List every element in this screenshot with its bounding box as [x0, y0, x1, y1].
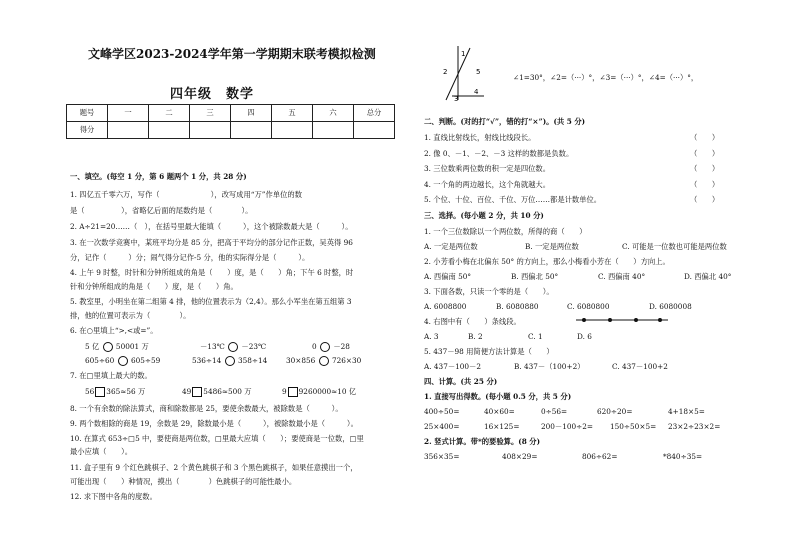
score-cell[interactable] — [190, 122, 231, 139]
question-5-cont: 排，他的位置可表示为（ ）。 — [70, 311, 191, 320]
question-4-cont: 针和分钟所组成的角是（ ）度，是（ ）角。 — [70, 282, 238, 291]
angle-label-4: 4 — [474, 88, 479, 96]
choice-q4-opt-b[interactable]: B. 2 — [468, 332, 483, 341]
judge-blank-3[interactable]: （ ） — [690, 164, 720, 173]
choice-q4-opt-a[interactable]: A. 3 — [424, 332, 439, 341]
calc-item: 4+18×5= — [668, 407, 705, 416]
compare-row-2b — [192, 356, 267, 366]
choice-q1-opt-c[interactable]: C. 可能是一位数也可能是两位数 — [622, 242, 727, 251]
table-cell: 五 — [272, 105, 313, 122]
choice-q1-opt-a[interactable]: A. 一定是两位数 — [424, 242, 478, 251]
fill-box-row-a — [85, 387, 145, 397]
calc-part-2-heading: 2. 竖式计算。带*的要验算。(8 分) — [424, 437, 541, 446]
score-cell[interactable] — [354, 122, 395, 139]
angle-label-5: 5 — [476, 68, 481, 76]
choice-q5-opt-c[interactable]: C. 437－100+2 — [612, 362, 668, 371]
compare-value: 5 亿 — [85, 342, 100, 351]
question-1-cont: 是（ ），省略亿后面的尾数约是（ ）。 — [70, 206, 253, 215]
score-cell[interactable] — [149, 122, 190, 139]
question-10-cont: 最小应填（ ）。 — [70, 447, 133, 456]
table-cell: 四 — [231, 105, 272, 122]
question-7: 7. 在□里填上最大的数。 — [70, 371, 152, 380]
choice-q4-opt-c[interactable]: C. 1 — [528, 332, 543, 341]
compare-value: 605÷59 — [130, 356, 161, 365]
choice-q5: 5. 437－98 用简便方法计算是（ ） — [424, 347, 554, 356]
question-12: 12. 求下图中各角的度数。 — [70, 492, 157, 501]
choice-q3-opt-a[interactable]: A. 6008800 — [424, 302, 467, 311]
score-cell[interactable] — [108, 122, 149, 139]
score-cell[interactable] — [313, 122, 354, 139]
exam-title: 文峰学区2023-2024学年第一学期期末联考模拟检测 — [88, 47, 376, 61]
fill-suffix: 9260000≈10 亿 — [298, 387, 357, 396]
question-9: 9. 两个数相除的商是 19，余数是 29，除数最小是（ ），被除数最小是（ ）。 — [70, 419, 358, 428]
compare-row-1 — [85, 342, 149, 352]
compare-value: 358÷14 — [237, 356, 268, 365]
table-cell: 总分 — [354, 105, 395, 122]
calc-item: 16×125= — [484, 422, 520, 431]
calc-item: 40×60= — [484, 407, 515, 416]
question-10: 10. 在算式 653÷□5 中，要使商是两位数，□里最大应填（ ）；要使商是一位数，□里 — [70, 434, 364, 443]
compare-value: 726×30 — [331, 356, 362, 365]
segment-point — [634, 318, 638, 322]
compare-circle[interactable] — [319, 356, 329, 366]
fill-prefix: 9 — [282, 387, 287, 396]
judge-blank-1[interactable]: （ ） — [690, 133, 720, 142]
compare-value: －23℃ — [241, 342, 267, 351]
question-11-cont: 可能出现（ ）种情况，摸出（ ）色跳棋子的可能性最小。 — [70, 477, 297, 486]
vertical-calc-item: 806÷62= — [582, 452, 618, 461]
segment-line-figure — [574, 315, 670, 325]
vertical-calc-item: 408×29= — [502, 452, 538, 461]
fill-box-row-b — [182, 387, 252, 397]
segment-point — [582, 318, 586, 322]
fill-box[interactable] — [192, 387, 202, 397]
judge-blank-4[interactable]: （ ） — [690, 180, 720, 189]
table-cell: 一 — [108, 105, 149, 122]
judge-blank-5[interactable]: （ ） — [690, 195, 720, 204]
compare-row-1c — [312, 342, 350, 352]
compare-value: 30×856 — [286, 356, 316, 365]
fill-box[interactable] — [288, 387, 298, 397]
question-3-cont: 分，记作（ ）分；闹气得分记作-5 分，他的实际得分是（ ）。 — [70, 253, 310, 262]
table-cell: 二 — [149, 105, 190, 122]
choice-q2-opt-c[interactable]: C. 西偏南 40° — [598, 272, 646, 281]
choice-q4-opt-d[interactable]: D. 6 — [577, 332, 592, 341]
calc-item: 25×400= — [424, 422, 460, 431]
score-table-header-row — [67, 105, 395, 122]
compare-value: －13℃ — [200, 342, 225, 351]
judge-item-2: 2. 像 0、－1、－2、－3 这样的数都是负数。 — [424, 149, 574, 158]
compare-circle[interactable] — [103, 342, 113, 352]
vertical-calc-item: 356×35= — [424, 452, 460, 461]
calc-part-1-heading: 1. 直接写出得数。(每小题 0.5 分，共 5 分) — [424, 392, 572, 401]
compare-circle[interactable] — [320, 342, 330, 352]
choice-q5-opt-a[interactable]: A. 437－100－2 — [424, 362, 481, 371]
choice-q4: 4. 右图中有（ ）条线段。 — [424, 317, 521, 326]
table-cell: 得分 — [67, 122, 108, 139]
fill-prefix: 56 — [85, 387, 95, 396]
question-3: 3. 在一次数学竞赛中，某班平均分是 85 分，把高于平均分的部分记作正数，吴英得 96 — [70, 238, 353, 247]
segment-point — [658, 318, 662, 322]
judge-blank-2[interactable]: （ ） — [690, 149, 720, 158]
question-5: 5. 教室里，小明坐在第二组第 4 排，他的位置表示为（2,4）。那么小军坐在第五组第 3 — [70, 297, 352, 306]
angle-label-2: 2 — [443, 68, 448, 76]
judge-item-1: 1. 直线比射线长，射线比线段长。 — [424, 133, 536, 142]
question-1: 1. 四亿五千零六万，写作（ ），改写成用“万”作单位的数 — [70, 190, 302, 199]
calc-item: 200－100÷2= — [541, 422, 594, 431]
compare-value: 50001 万 — [115, 342, 149, 351]
calc-item: 620÷20= — [597, 407, 633, 416]
angle-label-1: 1 — [461, 50, 466, 58]
table-cell: 三 — [190, 105, 231, 122]
table-cell: 题号 — [67, 105, 108, 122]
calc-item: 400÷50= — [424, 407, 460, 416]
section-4-heading: 四、计算。(共 25 分) — [424, 377, 498, 386]
fill-box-row-c — [282, 387, 356, 397]
compare-circle[interactable] — [228, 342, 238, 352]
section-3-heading: 三、选择。(每小题 2 分，共 10 分) — [424, 211, 544, 220]
choice-q2-opt-a[interactable]: A. 西偏南 50° — [424, 272, 472, 281]
angle-figure — [440, 44, 486, 102]
question-6: 6. 在○里填上“>,<或=”。 — [70, 326, 158, 335]
question-4: 4. 上午 9 时整，时针和分钟所组成的角是（ ）度，是（ ）角；下午 6 时整，时 — [70, 268, 354, 277]
compare-circle[interactable] — [118, 356, 128, 366]
score-cell[interactable] — [231, 122, 272, 139]
vertical-calc-item: *840÷35= — [663, 452, 703, 461]
compare-row-2c — [286, 356, 361, 366]
judge-item-5: 5. 个位、十位、百位、千位、万位……都是计数单位。 — [424, 195, 602, 204]
fill-suffix: 365≈56 万 — [106, 387, 146, 396]
choice-q2-opt-d[interactable]: D. 西偏北 40° — [684, 272, 732, 281]
table-cell: 六 — [313, 105, 354, 122]
calc-item: 150÷50×5= — [610, 422, 657, 431]
choice-q3-opt-b[interactable]: B. 6080880 — [496, 302, 539, 311]
judge-item-4: 4. 一个角的两边越长，这个角就越大。 — [424, 180, 551, 189]
subject-title: 四年级 数学 — [170, 87, 255, 102]
question-8: 8. 一个有余数的除法算式，商和除数都是 25，要使余数最大，被除数是（ ）。 — [70, 404, 343, 413]
angle-question: ∠1=30°，∠2=（···）°，∠3=（···）°，∠4=（···）°， — [513, 73, 699, 82]
choice-q1: 1. 一个三位数除以一个两位数，所得的商（ ） — [424, 227, 587, 236]
choice-q1-opt-b[interactable]: B. 一定是两位数 — [525, 242, 579, 251]
judge-item-3: 3. 三位数乘两位数的积一定是四位数。 — [424, 164, 551, 173]
score-cell[interactable] — [272, 122, 313, 139]
choice-q2-opt-b[interactable]: B. 西偏北 50° — [511, 272, 559, 281]
choice-q5-opt-b[interactable]: B. 437－（100+2） — [514, 362, 585, 371]
score-table-score-row — [67, 122, 395, 139]
fill-suffix: 5486≈500 万 — [203, 387, 252, 396]
segment-point — [608, 318, 612, 322]
angle-label-3: 3 — [454, 95, 459, 102]
section-1-heading: 一、填空。(每空 1 分，第 6 题两个 1 分，共 28 分) — [70, 172, 247, 181]
choice-q2: 2. 小芳看小梅在北偏东 50° 的方向上，那么小梅看小芳在（ ）方向上。 — [424, 257, 670, 266]
compare-value: 0 — [312, 342, 317, 351]
section-2-heading: 二、判断。(对的打“√”，错的打“×”)。(共 5 分) — [424, 117, 586, 126]
compare-row-2 — [85, 356, 160, 366]
calc-item: 23×2÷23×2= — [668, 422, 721, 431]
question-11: 11. 盒子里有 9 个红色跳棋子、2 个黄色跳棋子和 3 个黑色跳棋子，如果任意摸出一个， — [70, 463, 358, 472]
question-2: 2. A÷21=20……（ ），在括号里最大能填（ ），这个被除数最大是（ ）。 — [70, 222, 353, 231]
choice-q3-opt-c[interactable]: C. 6080800 — [567, 302, 610, 311]
calc-item: 0÷56= — [541, 407, 568, 416]
compare-circle[interactable] — [225, 356, 235, 366]
compare-value: 536÷14 — [192, 356, 222, 365]
fill-box[interactable] — [95, 387, 105, 397]
compare-value: －28 — [333, 342, 350, 351]
score-table — [66, 104, 395, 139]
fill-prefix: 49 — [182, 387, 192, 396]
compare-value: 605÷60 — [85, 356, 115, 365]
choice-q3: 3. 下面各数，只读一个零的是（ ）。 — [424, 287, 554, 296]
compare-row-1b — [200, 342, 266, 352]
choice-q3-opt-d[interactable]: D. 6080008 — [649, 302, 692, 311]
